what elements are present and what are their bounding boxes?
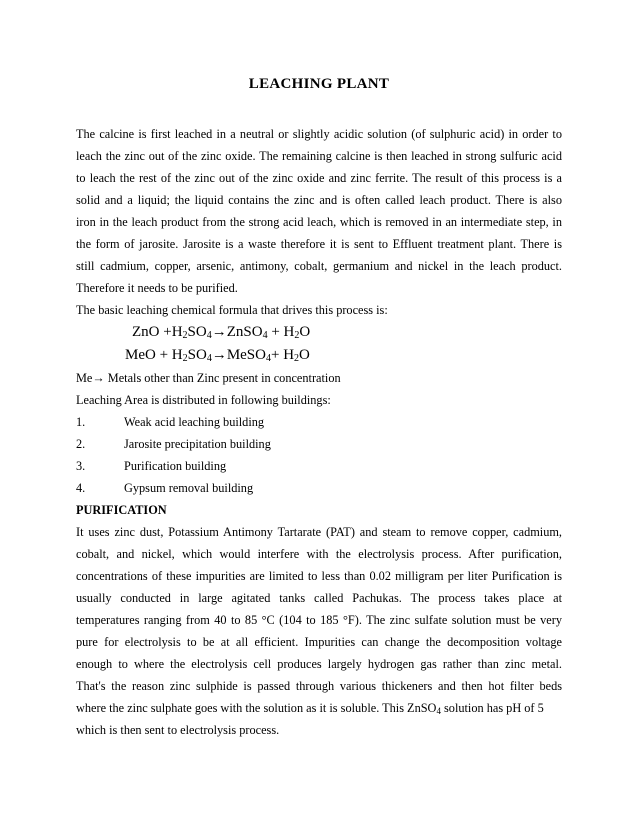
equation-zno: ZnO $+H_2SO_4\to ZnSO_4 + H_2O$	[132, 324, 311, 341]
section-heading-purification: PURIFICATION	[76, 503, 167, 517]
text-line: concentrations of these impurities are limited to less than 0.02 milligram per liter Purification is	[76, 569, 562, 583]
text-line: The calcine is first leached in a neutral or slightly acidic solution (of sulphuric acid) in order to	[76, 127, 562, 141]
list-item: 2. Jarosite precipitation building	[76, 437, 271, 451]
text-line: pure for electrolysis to be at all efficient. Impurities can change the decomposition voltage	[76, 635, 562, 649]
list-item: 3. Purification building	[76, 459, 227, 473]
text-line: still cadmium, copper, arsenic, antimony, cobalt, germanium and nickel in the leach product.	[76, 259, 562, 273]
text-line: cobalt, and nickel, which would interfere with the electrolysis process. After purification,	[76, 547, 562, 561]
intro-paragraph	[76, 123, 562, 299]
text-line: That's the reason zinc sulphide is passed through various thickeners and then hot filter beds	[76, 679, 562, 693]
equation-meo: MeO + $H_2SO_4\to MeSO_4+ H_2O$	[125, 347, 310, 364]
formula-intro: The basic leaching chemical formula that drives this process is:	[76, 303, 388, 317]
text-line: where the zinc sulphate goes with the solution as it is soluble. This ZnSO$_4$ solution has pH of 5	[76, 701, 544, 716]
text-line: Therefore it needs to be purified.	[76, 281, 238, 295]
text-line: iron in the leach product from the strong acid leach, which is removed in an intermediate step, in	[76, 215, 562, 229]
text-line: solid and a liquid; the liquid contains the zinc and is often called leach product. There is also	[76, 193, 562, 207]
page-title: LEACHING PLANT	[248, 76, 390, 92]
document-body	[76, 123, 562, 741]
text-line: usually conducted in large agitated tanks called Pachukas. The process takes place at	[76, 591, 562, 605]
text-line: It uses zinc dust, Potassium Antimony Tartarate (PAT) and steam to remove copper, cadmium,	[76, 525, 562, 539]
list-item: 4. Gypsum removal building	[76, 481, 254, 495]
list-intro: Leaching Area is distributed in following buildings:	[76, 393, 331, 407]
text-line: temperatures ranging from 40 to 85 °C (104 to 185 °F). The zinc sulfate solution must be very	[76, 613, 562, 627]
text-line: leach the zinc out of the zinc oxide. The remaining calcine is then leached in strong sulfuric acid	[76, 149, 562, 163]
text-line: which is then sent to electrolysis process.	[76, 723, 280, 737]
purification-paragraph	[76, 521, 562, 741]
text-line: the form of jarosite. Jarosite is a waste therefore it is sent to Effluent treatment plant. There is	[76, 237, 562, 251]
text-line: to leach the rest of the zinc out of the zinc oxide and zinc ferrite. The result of this process is a	[76, 171, 562, 185]
me-note: Me→ Metals other than Zinc present in concentration	[76, 371, 341, 385]
text-line: enough to where the electrolysis cell produces largely hydrogen gas rather than zinc metal.	[76, 657, 562, 671]
list-item: 1. Weak acid leaching building	[76, 415, 265, 429]
buildings-list	[76, 411, 562, 499]
